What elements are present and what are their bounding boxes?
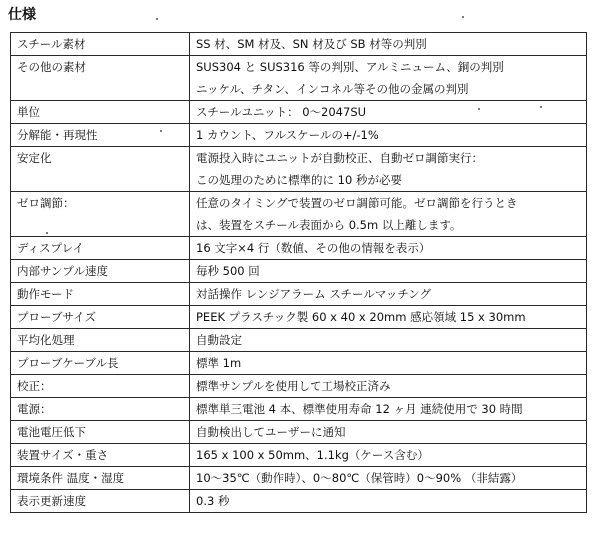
spec-label: プローブケーブル長 <box>11 352 190 375</box>
spec-label: 単位 <box>11 101 190 124</box>
spec-label <box>11 192 190 237</box>
spec-table <box>10 32 587 513</box>
spec-label: プローブサイズ <box>11 306 190 329</box>
spec-value: スチールユニット： 0～2047SU <box>190 101 587 124</box>
table-row <box>11 375 587 398</box>
spec-value: 165 x 100 x 50mm、1.1kg（ケース含む） <box>190 444 587 467</box>
scan-speck <box>540 106 542 108</box>
spec-value-line: 電源投入時にユニットが自動校正、自動ゼロ調節実行： <box>196 151 484 165</box>
spec-label: ディスプレイ <box>11 237 190 260</box>
spec-label: 電源： <box>11 398 190 421</box>
spec-value: 16 文字×4 行（数値、その他の情報を表示） <box>190 237 587 260</box>
spec-value <box>190 192 587 237</box>
spec-value: 0.3 秒 <box>190 490 587 513</box>
scan-speck <box>160 130 162 132</box>
table-row <box>11 147 587 192</box>
spec-label: 環境条件 温度・湿度 <box>11 467 190 490</box>
scan-speck <box>46 232 48 234</box>
page-title: 仕様 <box>8 7 36 23</box>
spec-value: 標準単三電池 4 本、標準使用寿命 12 ヶ月 連続使用で 30 時間 <box>190 398 587 421</box>
spec-label: 動作モード <box>11 283 190 306</box>
spec-value-line: ニッケル、チタン、インコネル等その他の金属の判別 <box>196 82 469 96</box>
spec-label: 平均化処理 <box>11 329 190 352</box>
table-row <box>11 421 587 444</box>
table-row <box>11 101 587 124</box>
scan-speck <box>478 108 480 110</box>
table-row <box>11 56 587 101</box>
spec-label <box>11 56 190 101</box>
spec-label: 表示更新速度 <box>11 490 190 513</box>
table-row <box>11 398 587 421</box>
table-row <box>11 260 587 283</box>
table-row <box>11 352 587 375</box>
spec-value: SS 材、SM 材及、SN 材及び SB 材等の判別 <box>190 33 587 56</box>
table-row <box>11 237 587 260</box>
spec-value: PEEK プラスチック製 60 x 40 x 20mm 感応領域 15 x 30mm <box>190 306 587 329</box>
spec-value: 自動検出してユーザーに通知 <box>190 421 587 444</box>
spec-value: 1 カウント、フルスケールの+/-1% <box>190 124 587 147</box>
spec-value-line: SUS304 と SUS316 等の判別、アルミニューム、銅の判別 <box>196 60 504 74</box>
spec-label: 電池電圧低下 <box>11 421 190 444</box>
spec-label: スチール素材 <box>11 33 190 56</box>
spec-label <box>11 147 190 192</box>
table-row <box>11 33 587 56</box>
scan-speck <box>156 18 158 20</box>
scan-speck <box>462 16 464 18</box>
spec-value: 10～35℃（動作時）、0～80℃（保管時）0～90% （非結露） <box>190 467 587 490</box>
spec-value: 対話操作 レンジアラーム スチールマッチング <box>190 283 587 306</box>
table-row <box>11 192 587 237</box>
spec-value <box>190 56 587 101</box>
spec-value: 標準 1m <box>190 352 587 375</box>
table-row <box>11 329 587 352</box>
spec-value-line: は、装置をスチール表面から 0.5m 以上離します。 <box>196 218 462 232</box>
table-row <box>11 306 587 329</box>
spec-label: 内部サンプル速度 <box>11 260 190 283</box>
spec-label: 校正： <box>11 375 190 398</box>
spec-label: 分解能・再現性 <box>11 124 190 147</box>
spec-label-text: ゼロ調節： <box>17 196 75 210</box>
spec-value: 標準サンプルを使用して工場校正済み <box>190 375 587 398</box>
table-row <box>11 283 587 306</box>
spec-value: 毎秒 500 回 <box>190 260 587 283</box>
table-row <box>11 467 587 490</box>
spec-value-line: 任意のタイミングで装置のゼロ調節可能。ゼロ調節を行うとき <box>196 196 518 210</box>
spec-value <box>190 147 587 192</box>
spec-value-line: この処理のために標準的に 10 秒が必要 <box>196 173 402 187</box>
table-row <box>11 444 587 467</box>
spec-label-text: その他の素材 <box>17 60 86 74</box>
table-row <box>11 124 587 147</box>
spec-value: 自動設定 <box>190 329 587 352</box>
spec-label: 装置サイズ・重さ <box>11 444 190 467</box>
spec-label-text: 安定化 <box>17 151 52 165</box>
table-row <box>11 490 587 513</box>
